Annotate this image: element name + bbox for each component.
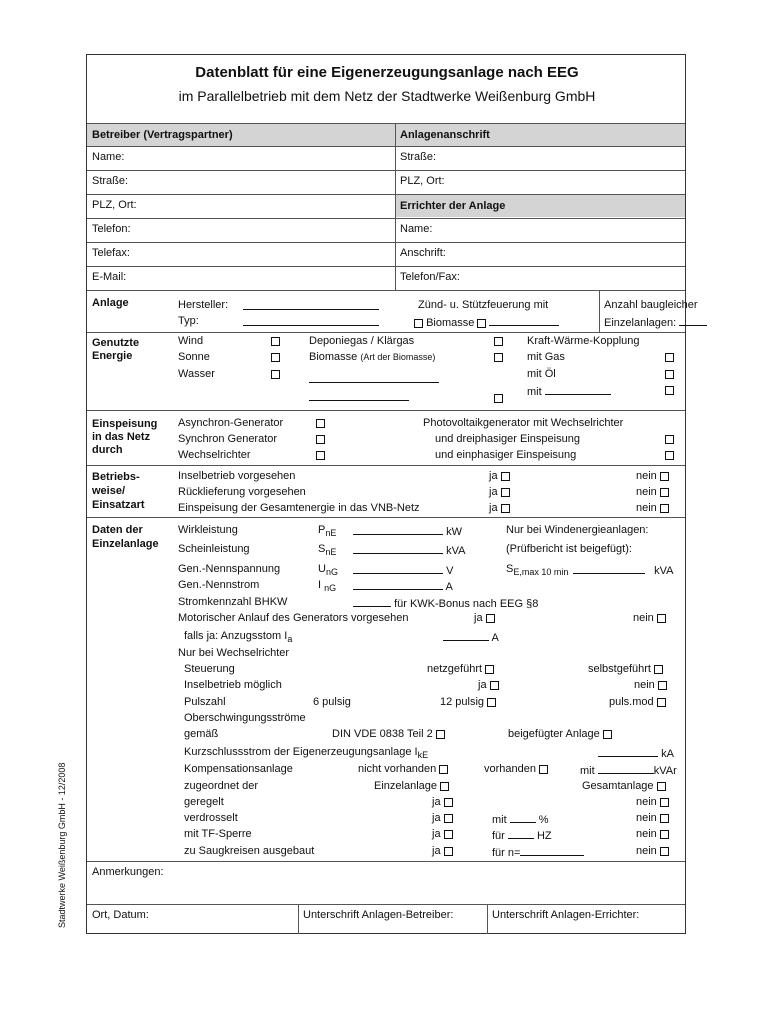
wasser-checkbox[interactable]	[271, 368, 280, 381]
rueck-ja[interactable]: ja	[489, 486, 510, 499]
kurz-input[interactable]: kA	[598, 746, 674, 761]
nicht-vorh-option[interactable]: nicht vorhanden	[358, 763, 448, 776]
tf-input[interactable]: für HZ	[492, 830, 552, 842]
deponie-checkbox[interactable]	[494, 335, 503, 348]
asyn-checkbox[interactable]	[316, 417, 325, 430]
wind-label: Wind	[178, 335, 204, 347]
errichter-anschrift-field[interactable]: Anschrift:	[400, 247, 446, 259]
betrieb-label: Betriebs-	[92, 471, 140, 483]
errichter-heading: Errichter der Anlage	[400, 200, 506, 212]
ort-datum-field[interactable]: Ort, Datum:	[92, 909, 149, 921]
divider	[87, 465, 685, 466]
einspeisung-label3: durch	[92, 444, 123, 456]
geregelt-label: geregelt	[184, 796, 224, 808]
divider	[87, 218, 685, 219]
divider	[87, 410, 685, 411]
checkbox[interactable]	[414, 319, 423, 328]
pmod-option[interactable]: puls.mod	[609, 696, 666, 709]
checkbox[interactable]	[477, 319, 486, 328]
biomasse-input-1[interactable]	[309, 372, 439, 387]
anzug-input[interactable]: A	[443, 630, 499, 645]
divider	[87, 290, 685, 291]
rueck-label: Rücklieferung vorgesehen	[178, 486, 306, 498]
betrieb-label3: Einsatzart	[92, 499, 145, 511]
selbst-option[interactable]: selbstgeführt	[588, 663, 663, 676]
tf-ja[interactable]: ja	[432, 828, 453, 841]
saug-nein[interactable]: nein	[636, 845, 669, 858]
drei-checkbox[interactable]	[665, 433, 674, 446]
insel-moeg-ja[interactable]: ja	[478, 679, 499, 692]
beig-option[interactable]: beigefügter Anlage	[508, 728, 612, 741]
energie-label: Genutzte	[92, 337, 140, 349]
divider	[87, 170, 685, 171]
schein-input[interactable]: kVA	[353, 543, 465, 558]
biomasse-input-2[interactable]	[309, 390, 409, 405]
daten-label2: Einzelanlage	[92, 538, 159, 550]
se-input[interactable]: kVA	[573, 563, 673, 578]
sonne-label: Sonne	[178, 351, 210, 363]
asyn-label: Asynchron-Generator	[178, 417, 284, 429]
hersteller-input[interactable]	[243, 299, 379, 314]
pruef-label: (Prüfbericht ist beigefügt):	[506, 543, 632, 555]
divider	[87, 266, 685, 267]
gesamtanl-option[interactable]: Gesamtanlage	[582, 780, 666, 793]
biomasse-checkbox[interactable]	[494, 351, 503, 364]
wirk-label: Wirkleistung	[178, 524, 238, 536]
geregelt-ja[interactable]: ja	[432, 796, 453, 809]
motor-ja[interactable]: ja	[474, 612, 495, 625]
verdross-label: verdrosselt	[184, 812, 238, 824]
saug-label: zu Saugkreisen ausgebaut	[184, 845, 315, 857]
anzahl-input[interactable]: Einzelanlagen:	[604, 315, 707, 330]
oel-checkbox[interactable]	[665, 368, 674, 381]
schein-label: Scheinleistung	[178, 543, 250, 555]
column-divider	[395, 123, 396, 290]
strom-input[interactable]: A	[353, 579, 453, 594]
geregelt-nein[interactable]: nein	[636, 796, 669, 809]
anlage-strasse-field[interactable]: Straße:	[400, 151, 437, 163]
vorh-option[interactable]: vorhanden	[484, 763, 548, 776]
hersteller-label: Hersteller:	[178, 299, 229, 311]
anlage-label: Anlage	[92, 297, 129, 309]
betreiber-telefax-field[interactable]: Telefax:	[92, 247, 130, 259]
nur-wr-label: Nur bei Wechselrichter	[178, 647, 290, 659]
oel-label: mit Öl	[527, 368, 556, 380]
sonne-checkbox[interactable]	[271, 351, 280, 364]
biomasse-art-checkbox[interactable]	[494, 392, 503, 405]
p12-option[interactable]: 12 pulsig	[440, 696, 496, 709]
errichter-name-field[interactable]: Name:	[400, 223, 433, 235]
mit-other-checkbox[interactable]	[665, 384, 674, 397]
wr-checkbox[interactable]	[316, 449, 325, 462]
strom-label: Gen.-Nennstrom	[178, 579, 260, 591]
ein-label: und einphasiger Einspeisung	[435, 449, 577, 461]
einzel-option[interactable]: Einzelanlage	[374, 780, 449, 793]
ein-checkbox[interactable]	[665, 449, 674, 462]
betreiber-name-field[interactable]: Name:	[92, 151, 125, 163]
insel-nein[interactable]: nein	[636, 470, 669, 483]
tf-nein[interactable]: nein	[636, 828, 669, 841]
column-divider	[487, 904, 488, 934]
insel-label: Inselbetrieb vorgesehen	[178, 470, 296, 482]
gas-checkbox[interactable]	[665, 351, 674, 364]
verdross-input[interactable]: mit %	[492, 814, 549, 826]
tf-label: mit TF-Sperre	[184, 828, 252, 840]
gesamt-nein[interactable]: nein	[636, 502, 669, 515]
ober-label: Oberschwingungsströme	[184, 712, 306, 724]
divider	[87, 194, 685, 195]
wr-label: Wechselrichter	[178, 449, 251, 461]
wirk-input[interactable]: kW	[353, 524, 462, 539]
betreiber-plz-field[interactable]: PLZ, Ort:	[92, 199, 137, 211]
anlagenanschrift-heading: Anlagenanschrift	[400, 129, 490, 141]
page-subtitle: im Parallelbetrieb mit dem Netz der Stadtwerke Weißenburg GmbH	[178, 88, 596, 104]
schein-symbol: $S_{nE}$	[318, 543, 337, 558]
biomasse-label: Biomasse (Art der Biomasse)	[309, 351, 436, 363]
insel-moeg-nein[interactable]: nein	[634, 679, 667, 692]
unterschrift-errichter-field[interactable]: Unterschrift Anlagen-Errichter:	[492, 909, 640, 921]
pv-label: Photovoltaikgenerator mit Wechselrichter	[423, 417, 624, 429]
strom-symbol: I $_{nG}$	[318, 579, 337, 594]
unterschrift-betreiber-field[interactable]: Unterschrift Anlagen-Betreiber:	[303, 909, 454, 921]
verdross-ja[interactable]: ja	[432, 812, 453, 825]
betreiber-email-field[interactable]: E-Mail:	[92, 271, 127, 283]
se-symbol: $S_{E,max 10 min}$	[506, 563, 569, 578]
side-note: Stadtwerke Weißenburg GmbH - 12/2008	[57, 762, 67, 928]
gas-label: mit Gas	[527, 351, 565, 363]
spann-input[interactable]: V	[353, 563, 453, 578]
kwk-input[interactable]: für KWK-Bonus nach EEG §8	[353, 596, 538, 611]
rueck-nein[interactable]: nein	[636, 486, 669, 499]
divider	[87, 904, 685, 905]
wind-only-label: Nur bei Windenergieanlagen:	[506, 524, 649, 536]
anmerk-field[interactable]: Anmerkungen:	[92, 866, 164, 878]
p6-label: 6 pulsig	[313, 696, 351, 708]
divider	[87, 332, 685, 333]
gesamt-label: Einspeisung der Gesamtenergie in das VNB-Netz	[178, 502, 420, 514]
komp-label: Kompensationsanlage	[184, 763, 293, 775]
insel-ja[interactable]: ja	[489, 470, 510, 483]
verdross-nein[interactable]: nein	[636, 812, 669, 825]
divider	[87, 517, 685, 518]
page-title: Datenblatt für eine Eigenerzeugungsanlage nach EEG	[195, 64, 579, 81]
motor-label: Motorischer Anlauf des Generators vorgesehen	[178, 612, 409, 624]
einspeisung-label2: in das Netz	[92, 431, 151, 443]
syn-checkbox[interactable]	[316, 433, 325, 446]
kvar-input[interactable]: mit kVAr	[580, 765, 677, 777]
anzahl-label: Anzahl baugleicher	[604, 299, 698, 311]
kwk-label: Stromkennzahl BHKW	[178, 596, 288, 608]
deponie-label: Deponiegas / Klärgas	[309, 335, 415, 347]
zuend-label: Zünd- u. Stützfeuerung mit	[418, 299, 549, 311]
puls-label: Pulszahl	[184, 696, 226, 708]
kwk-label: Kraft-Wärme-Kopplung	[527, 335, 640, 347]
anzug-label: falls ja: Anzugsstom $I_a$	[184, 630, 293, 645]
form-frame	[86, 54, 686, 934]
mit-other-label: mit	[527, 384, 611, 399]
saug-ja[interactable]: ja	[432, 845, 453, 858]
typ-label: Typ:	[178, 315, 199, 327]
divider	[87, 861, 685, 862]
netz-option[interactable]: netzgeführt	[427, 663, 494, 676]
spann-label: Gen.-Nennspannung	[178, 563, 281, 575]
steuerung-label: Steuerung	[184, 663, 235, 675]
divider	[87, 242, 685, 243]
anlage-plz-field[interactable]: PLZ, Ort:	[400, 175, 445, 187]
column-divider	[599, 290, 600, 332]
energie-label2: Energie	[92, 350, 133, 362]
column-divider	[298, 904, 299, 934]
betrieb-label2: weise/	[92, 485, 126, 497]
din-option[interactable]: DIN VDE 0838 Teil 2	[332, 728, 445, 741]
ober-label2: gemäß	[184, 728, 219, 740]
saug-input[interactable]: für n=	[492, 845, 584, 860]
wind-checkbox[interactable]	[271, 335, 280, 348]
biomasse-option[interactable]: Biomasse	[414, 315, 559, 330]
kurz-label: Kurzschlussstrom der Eigenerzeugungsanlage $I_{kE}$	[184, 746, 429, 761]
insel-moeg-label: Inselbetrieb möglich	[184, 679, 282, 691]
divider	[87, 146, 685, 147]
daten-label: Daten der	[92, 524, 143, 536]
errichter-telefon-field[interactable]: Telefon/Fax:	[400, 271, 460, 283]
wirk-symbol: $P_{nE}$	[318, 524, 337, 539]
betreiber-telefon-field[interactable]: Telefon:	[92, 223, 131, 235]
gesamt-ja[interactable]: ja	[489, 502, 510, 515]
spann-symbol: $U_{nG}$	[318, 563, 338, 578]
betreiber-strasse-field[interactable]: Straße:	[92, 175, 129, 187]
divider	[87, 123, 685, 124]
wasser-label: Wasser	[178, 368, 215, 380]
drei-label: und dreiphasiger Einspeisung	[435, 433, 580, 445]
syn-label: Synchron Generator	[178, 433, 278, 445]
motor-nein[interactable]: nein	[633, 612, 666, 625]
zug-label: zugeordnet der	[184, 780, 258, 792]
betreiber-heading: Betreiber (Vertragspartner)	[92, 129, 233, 141]
einspeisung-label: Einspeisung	[92, 418, 158, 430]
typ-input[interactable]	[243, 315, 379, 330]
